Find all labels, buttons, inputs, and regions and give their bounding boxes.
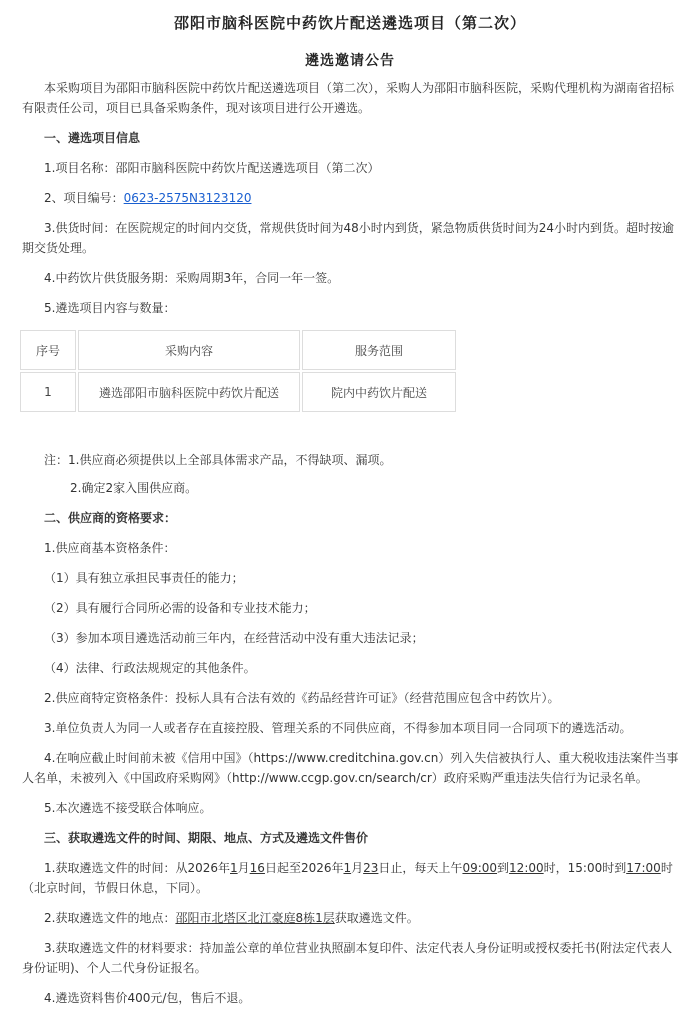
table-header-cell: 采购内容 (78, 330, 300, 370)
doc-price: 4.遴选资料售价400元/包，售后不退。 (44, 991, 251, 1005)
project-code (22, 188, 682, 208)
content-quantity-label: 5.遴选项目内容与数量： (44, 301, 176, 315)
section-qualification-heading: 二、供应商的资格要求： (44, 511, 177, 525)
project-code-link[interactable]: 0623-2575N3123120 (123, 191, 252, 205)
table-cell: 院内中药饮片配送 (302, 372, 456, 412)
section-obtain-docs-heading: 三、获取遴选文件的时间、期限、地点、方式及遴选文件售价 (44, 831, 369, 845)
table-header-cell: 服务范围 (302, 330, 456, 370)
table-header-row (20, 330, 456, 370)
consortium-rule: 5.本次遴选不接受联合体响应。 (44, 801, 212, 815)
condition-2: （2）具有履行合同所必需的设备和专业技术能力； (44, 601, 316, 615)
items-table (18, 328, 458, 414)
announcement-body (0, 78, 700, 1008)
condition-4: （4）法律、行政法规规定的其他条件。 (44, 661, 256, 675)
morning-start: 09:00 (462, 861, 498, 875)
page-title: 邵阳市脑科医院中药饮片配送遴选项目（第二次） (173, 14, 526, 32)
controller-rule: 3.单位负责人为同一人或者存在直接控股、管理关系的不同供应商，不得参加本项目同一合同项下的遴选活动。 (44, 721, 632, 735)
morning-end: 12:00 (509, 861, 544, 875)
obtain-time-text: 月 (237, 861, 250, 875)
end-day: 23 (363, 861, 379, 875)
credit-rule: 4.在响应截止时间前未被《信用中国》（https://www.creditchina.gov.cn）列入失信被执行人、重大税收违法案件当事人名单，未被列入《中国政府采购网》（http://www.ccgp.gov.cn/search/cr）政府采购严重违法失信行为记录名单。 (22, 751, 679, 785)
obtain-time-text: 月 (351, 861, 364, 875)
end-month: 1 (343, 861, 352, 875)
table-cell: 1 (20, 372, 76, 412)
project-name: 1.项目名称：邵阳市脑科医院中药饮片配送遴选项目（第二次） (44, 161, 380, 175)
table-cell: 遴选邵阳市脑科医院中药饮片配送 (78, 372, 300, 412)
obtain-materials: 3.获取遴选文件的材料要求：持加盖公章的单位营业执照副本复印件、法定代表人身份证明或授权委托书(附法定代表人身份证明)、个人二代身份证报名。 (22, 941, 673, 975)
obtain-time-text: 到 (497, 861, 510, 875)
project-code-label: 2、项目编号： (44, 191, 124, 205)
section-project-info-heading: 一、遴选项目信息 (44, 131, 141, 145)
page-subtitle: 遴选邀请公告 (305, 53, 395, 69)
table-row (20, 372, 456, 412)
obtain-time-text: 日止，每天上午 (378, 861, 463, 875)
condition-3: （3）参加本项目遴选活动前三年内，在经营活动中没有重大违法记录； (44, 631, 424, 645)
obtain-place-address: 邵阳市北塔区北江豪庭8栋1层 (175, 911, 335, 925)
start-day: 16 (249, 861, 265, 875)
obtain-place-label: 2.获取遴选文件的地点： (44, 911, 176, 925)
obtain-place (22, 908, 682, 928)
delivery-time: 3.供货时间：在医院规定的时间内交货，常规供货时间为48小时内到货，紧急物质供货时间为24小时内到货。超时按逾期交货处理。 (22, 221, 674, 255)
note-1: 注：1.供应商必须提供以上全部具体需求产品，不得缺项、漏项。 (44, 453, 392, 467)
obtain-time-text: 日起至2026年 (264, 861, 344, 875)
basic-qualification: 1.供应商基本资格条件： (44, 541, 176, 555)
table-header-cell: 序号 (20, 330, 76, 370)
obtain-time-text: 1.获取遴选文件的时间：从2026年 (44, 861, 230, 875)
obtain-time (22, 858, 682, 898)
intro-paragraph: 本采购项目为邵阳市脑科医院中药饮片配送遴选项目（第二次），采购人为邵阳市脑科医院，采购代理机构为湖南省招标有限责任公司，项目已具备采购条件，现对该项目进行公开遴选。 (22, 81, 675, 115)
special-qualification: 2.供应商特定资格条件：投标人具有合法有效的《药品经营许可证》（经营范围应包含中药饮片）。 (44, 691, 560, 705)
note-2: 2.确定2家入围供应商。 (70, 481, 198, 495)
start-month: 1 (230, 861, 238, 875)
service-period: 4.中药饮片供货服务期：采购周期3年，合同一年一签。 (44, 271, 340, 285)
condition-1: （1）具有独立承担民事责任的能力； (44, 571, 244, 585)
afternoon-end: 17:00 (626, 861, 661, 875)
obtain-time-text: 时（北京时间，节假日休息，下同）。 (22, 861, 673, 895)
obtain-place-suffix: 获取遴选文件。 (334, 911, 419, 925)
obtain-time-text: 时，15:00时到 (543, 861, 627, 875)
